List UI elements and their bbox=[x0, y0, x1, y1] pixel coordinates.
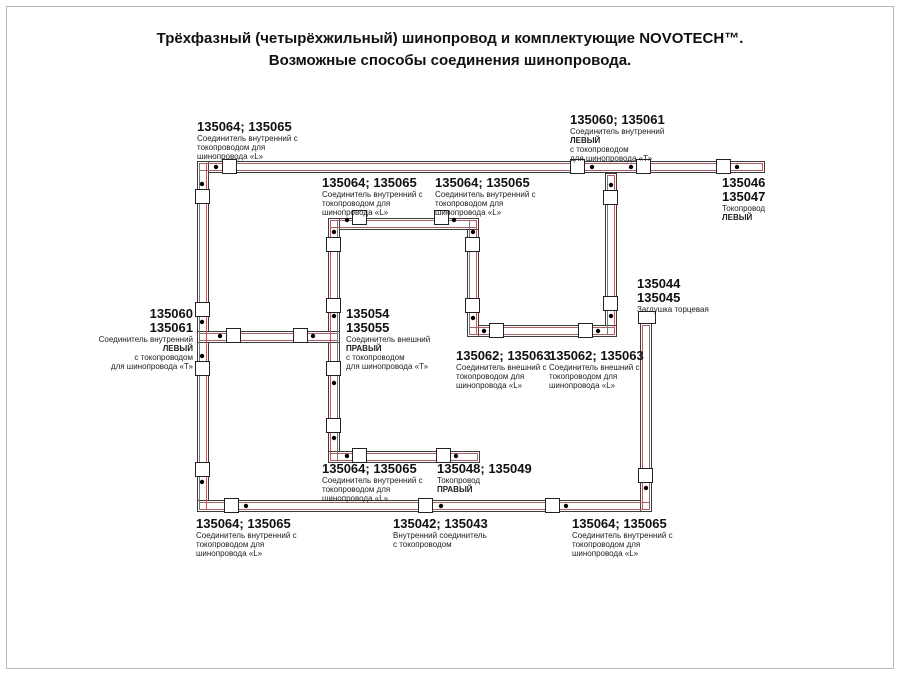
part-desc-line: шинопровода «L» bbox=[196, 549, 263, 558]
part-desc-line: шинопровода «L» bbox=[456, 381, 523, 390]
part-label-end-cap-label bbox=[637, 277, 709, 314]
part-label-straight-connector bbox=[393, 517, 488, 549]
part-desc-line: Соединитель внутренний с bbox=[197, 134, 298, 143]
part-desc-line: шинопровода «L» bbox=[435, 208, 502, 217]
part-code: 135044 bbox=[637, 276, 681, 291]
part-desc-line: Соединитель внутренний bbox=[98, 335, 193, 344]
part-code: 135064; 135065 bbox=[197, 119, 292, 134]
part-label-outer-l-2 bbox=[549, 349, 644, 390]
part-code: 135042; 135043 bbox=[393, 516, 488, 531]
part-code: 135054 bbox=[346, 306, 390, 321]
part-code: 135064; 135065 bbox=[322, 175, 417, 190]
part-label-inner-l-mid-1 bbox=[322, 176, 423, 217]
part-code: 135046 bbox=[722, 175, 766, 190]
part-desc-line: Токопровод bbox=[722, 204, 766, 213]
part-desc-line: Соединитель внешний bbox=[346, 335, 431, 344]
part-desc-line: для шинопровода «Т» bbox=[110, 362, 193, 371]
title-line-1: Трёхфазный (четырёхжильный) шинопровод и комплектующие NOVOTECH™. bbox=[156, 30, 744, 47]
part-code: 135062; 135063 bbox=[456, 348, 551, 363]
part-desc-line: ЛЕВЫЙ bbox=[722, 213, 753, 222]
part-desc-line: токопроводом для bbox=[322, 199, 391, 208]
part-desc-line: шинопровода «L» bbox=[197, 152, 264, 161]
part-desc-line: Соединитель внутренний с bbox=[572, 531, 673, 540]
part-desc-line: ЛЕВЫЙ bbox=[570, 136, 601, 145]
part-desc-line: токопроводом для bbox=[572, 540, 641, 549]
part-label-inner-l-bottom-right bbox=[572, 517, 673, 558]
part-label-feed-left bbox=[722, 176, 765, 222]
part-desc-line: токопроводом для bbox=[322, 485, 391, 494]
part-label-outer-right-tee bbox=[346, 307, 430, 371]
part-desc-line: токопроводом для bbox=[435, 199, 504, 208]
part-code: 135060; 135061 bbox=[570, 112, 665, 127]
part-desc-line: Внутренний соединитель bbox=[393, 531, 487, 540]
part-desc-line: токопроводом для bbox=[456, 372, 525, 381]
part-desc-line: с токопроводом bbox=[393, 540, 452, 549]
part-code: 135060 bbox=[149, 306, 193, 321]
part-desc-line: Соединитель внешний с bbox=[549, 363, 640, 372]
part-desc-line: с токопроводом bbox=[570, 145, 629, 154]
part-desc-line: токопроводом для bbox=[197, 143, 266, 152]
part-code: 135045 bbox=[637, 290, 681, 305]
part-desc-line: ПРАВЫЙ bbox=[437, 485, 473, 494]
part-label-feed-right bbox=[437, 462, 532, 494]
part-desc-line: Токопровод bbox=[437, 476, 481, 485]
part-code: 135048; 135049 bbox=[437, 461, 532, 476]
part-label-inner-left-tee-side bbox=[99, 307, 193, 371]
part-label-inner-l-bottom-left bbox=[196, 517, 297, 558]
part-code: 135055 bbox=[346, 320, 390, 335]
title-line-2: Возможные способы соединения шинопровода. bbox=[268, 52, 632, 69]
part-desc-line: Соединитель внутренний bbox=[570, 127, 665, 136]
part-desc-line: Соединитель внутренний с bbox=[435, 190, 536, 199]
part-label-inner-l-mid-2 bbox=[435, 176, 536, 217]
part-label-inner-l-top-left bbox=[197, 120, 298, 161]
part-desc-line: Соединитель внутренний с bbox=[322, 190, 423, 199]
part-desc-line: шинопровода «L» bbox=[549, 381, 616, 390]
part-label-inner-left-tee-top bbox=[570, 113, 665, 163]
part-desc-line: шинопровода «L» bbox=[322, 494, 389, 503]
part-code: 135064; 135065 bbox=[322, 461, 417, 476]
part-desc-line: шинопровода «L» bbox=[572, 549, 639, 558]
part-code: 135062; 135063 bbox=[549, 348, 644, 363]
part-desc-line: ПРАВЫЙ bbox=[346, 344, 382, 353]
part-desc-line: Заглушка торцевая bbox=[637, 305, 709, 314]
part-label-outer-l-1 bbox=[456, 349, 551, 390]
part-desc-line: токопроводом для bbox=[196, 540, 265, 549]
part-code: 135064; 135065 bbox=[572, 516, 667, 531]
part-desc-line: Соединитель внешний с bbox=[456, 363, 547, 372]
part-desc-line: токопроводом для bbox=[549, 372, 618, 381]
part-desc-line: с токопроводом bbox=[134, 353, 193, 362]
part-code: 135064; 135065 bbox=[435, 175, 530, 190]
part-desc-line: для шинопровода «Т» bbox=[570, 154, 653, 163]
part-code: 135047 bbox=[722, 189, 766, 204]
part-desc-line: для шинопровода «Т» bbox=[346, 362, 429, 371]
part-desc-line: Соединитель внутренний с bbox=[322, 476, 423, 485]
part-desc-line: ЛЕВЫЙ bbox=[162, 344, 193, 353]
part-label-inner-l-stub bbox=[322, 462, 423, 503]
part-code: 135064; 135065 bbox=[196, 516, 291, 531]
part-desc-line: с токопроводом bbox=[346, 353, 405, 362]
part-code: 135061 bbox=[149, 320, 193, 335]
part-desc-line: Соединитель внутренний с bbox=[196, 531, 297, 540]
part-desc-line: шинопровода «L» bbox=[322, 208, 389, 217]
